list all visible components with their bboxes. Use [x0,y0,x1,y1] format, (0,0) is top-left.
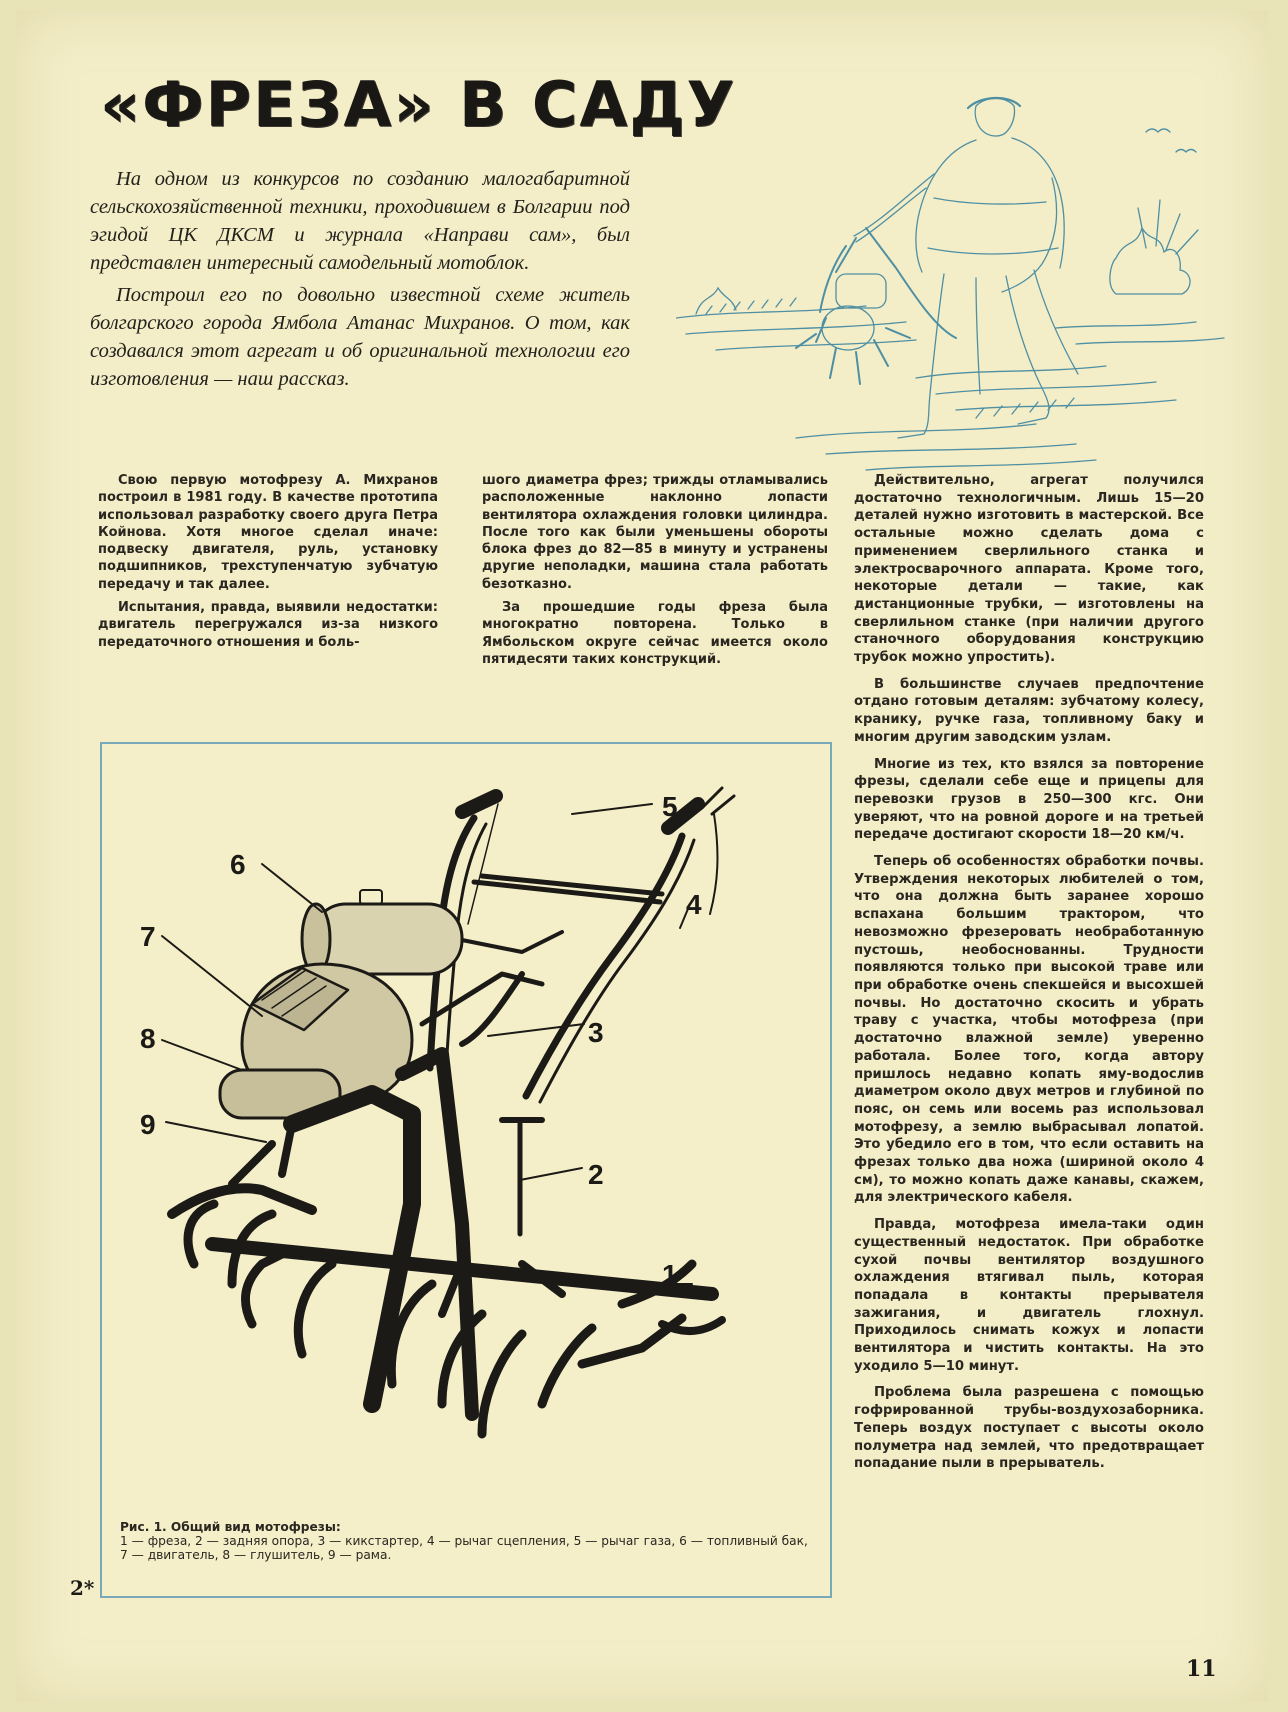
illustration-man-with-tiller [676,78,1236,498]
body-paragraph: В большинстве случаев предпочтение отдано готовым деталям: зубчатому колесу, кранику, ручке газа, топливному баку и многим другим заводским узлам. [854,676,1204,745]
body-paragraph: Теперь об особенностях обработки почвы. Утверждения некоторых любителей о том, что она должна быть заранее хорошо вспахана большим трактором, что невозможно фрезеровать необработанную пустошь, необоснованны. Трудности появляются только при высокой траве или при обработке очень спекшейся и высохшей почвы. Но достаточно скосить и убрать траву с участка, чтобы мотофреза (при достаточно влажной земле) уверенно работала. Более того, когда автору пришлось недавно копать яму-водослив диаметром около двух метров и глубиной по пояс, он семь или восемь раз использовал мотофрезу, а землю выбрасывал лопатой. Это убедило его в том, что если оставить на фрезах только два ножа (шириной около 4 см), то можно копать даже канавы, скажем, для электрического кабеля. [854,854,1204,1206]
article-column-3 [854,472,1204,1482]
caption-title: Рис. 1. Общий вид мотофрезы: [120,1520,341,1534]
body-paragraph: Правда, мотофреза имела-таки один существенный недостаток. При обработке сухой почвы вентилятор воздушного охлаждения втягивал пыль, которая попадала в контакты прерывателя зажигания, и двигатель глохнул. Приходилось снимать кожух и лопасти вентилятора и чистить контакты. На это уходило 5—10 минут. [854,1217,1204,1374]
lead-paragraph: На одном из конкурсов по созданию малогабаритной сельскохозяйственной техники, проходившем в Болгарии под эгидой ЦК ДКСМ и журнала «Направи сам», был представлен интересный самодельный мотоблок. [90,168,630,274]
callout-9: 9 [140,1109,156,1140]
lead-paragraph: Построил его по довольно известной схеме житель болгарского города Ямбола Атанас Михранов. О том, как создавался этот агрегат и об оригинальной технологии его изготовления — наш рассказ. [90,284,630,390]
body-paragraph: Многие из тех, кто взялся за повторение фрезы, сделали себе еще и прицепы для перевозки грузов в 250—300 кгс. Они уверяют, что на ровной дороге и на третьей передаче достигают скорости 18—20 км/ч. [854,756,1204,843]
callout-2: 2 [588,1159,604,1190]
body-paragraph: Проблема была разрешена с помощью гофрированной трубы-воздухозаборника. Теперь воздух поступает с высоты около полуметра над землей, что предотвращает попадание пыли в прерыватель. [854,1385,1204,1472]
body-paragraph: шого диаметра фрез; трижды отламывались расположенные наклонно лопасти вентилятора охлаждения головки цилиндра. После того как были уменьшены обороты блока фрез до 82—85 в минуту и устранены другие неполадки, машина стала работать безотказно. [482,473,828,592]
article-title: «ФРЕЗА» В САДУ [100,68,737,141]
page-number: 11 [1186,1656,1217,1682]
callout-6: 6 [230,849,246,880]
figure-caption [120,1520,812,1562]
magazine-page [16,10,1268,1702]
motocultivator-drawing [102,744,830,1514]
callout-7: 7 [140,921,156,952]
callout-8: 8 [140,1023,156,1054]
callout-1: 1 [662,1259,678,1290]
body-paragraph: Свою первую мотофрезу А. Михранов построил в 1981 году. В качестве прототипа использовал разработку своего друга Петра Койнова. Хотя многое сделал иначе: подвеску двигателя, руль, установку подшипников, трехступенчатую зубчатую передачу и так далее. [98,473,438,592]
article-column-2 [482,472,828,674]
signature-mark: 2* [70,1576,95,1600]
callout-5: 5 [662,791,678,822]
caption-legend: 1 — фреза, 2 — задняя опора, 3 — кикстартер, 4 — рычаг сцепления, 5 — рычаг газа, 6 — топливный бак, 7 — двигатель, 8 — глушитель, 9 — рама. [120,1534,808,1562]
body-paragraph: Действительно, агрегат получился достаточно технологичным. Лишь 15—20 деталей нужно изготовить в мастерской. Все остальные можно сделать дома с применением сверлильного станка и электросварочного аппарата. Кроме того, некоторые детали — такие, как дистанционные трубки, — изготовлены на сверлильном станке (при наличии другого станочного оборудования конструкцию трубок можно упростить). [854,473,1204,666]
body-paragraph: Испытания, правда, выявили недостатки: двигатель перегружался из-за низкого передаточного отношения и боль- [98,600,438,650]
callout-4: 4 [686,889,702,920]
figure-motocultivator [100,742,832,1598]
callout-3: 3 [588,1017,604,1048]
article-column-1 [98,472,438,657]
body-paragraph: За прошедшие годы фреза была многократно повторена. Только в Ямбольском округе сейчас имеется около пятидесяти таких конструкций. [482,600,828,667]
article-lead [90,165,630,397]
